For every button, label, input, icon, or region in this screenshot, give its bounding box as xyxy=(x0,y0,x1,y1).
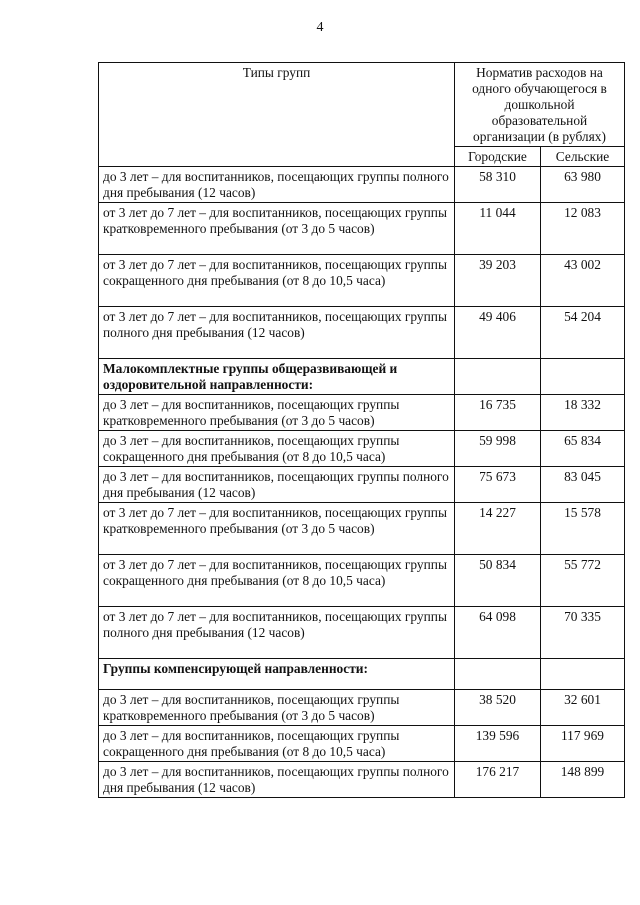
section-row xyxy=(99,359,625,395)
rural-value: 55 772 xyxy=(541,555,625,607)
rural-value: 65 834 xyxy=(541,431,625,467)
urban-value: 49 406 xyxy=(455,307,541,359)
types-header: Типы групп xyxy=(99,63,455,167)
table-row xyxy=(99,203,625,255)
rural-value: 83 045 xyxy=(541,467,625,503)
urban-value: 14 227 xyxy=(455,503,541,555)
group-type-label: до 3 лет – для воспитанников, посещающих группы сокращенного дня пребывания (от 8 до 10,5 часа) xyxy=(99,726,455,762)
group-type-label: от 3 лет до 7 лет – для воспитанников, посещающих группы кратковременного пребывания (от 3 до 5 часов) xyxy=(99,503,455,555)
group-type-label: от 3 лет до 7 лет – для воспитанников, посещающих группы полного дня пребывания (12 часов) xyxy=(99,307,455,359)
rural-value: 117 969 xyxy=(541,726,625,762)
norm-table xyxy=(98,62,625,798)
rural-value: 63 980 xyxy=(541,167,625,203)
rural-header: Сельские xyxy=(541,147,625,167)
table-row xyxy=(99,503,625,555)
group-type-label: до 3 лет – для воспитанников, посещающих группы полного дня пребывания (12 часов) xyxy=(99,167,455,203)
page-number: 4 xyxy=(316,20,324,35)
table-row xyxy=(99,726,625,762)
table-row xyxy=(99,395,625,431)
urban-value: 139 596 xyxy=(455,726,541,762)
urban-value: 64 098 xyxy=(455,607,541,659)
urban-header: Городские xyxy=(455,147,541,167)
rural-value: 148 899 xyxy=(541,762,625,798)
group-type-label: от 3 лет до 7 лет – для воспитанников, посещающих группы кратковременного пребывания (от 3 до 5 часов) xyxy=(99,203,455,255)
section-label: Малокомплектные группы общеразвивающей и оздоровительной направленности: xyxy=(99,359,455,395)
rural-value: 54 204 xyxy=(541,307,625,359)
urban-value: 39 203 xyxy=(455,255,541,307)
group-type-label: до 3 лет – для воспитанников, посещающих группы кратковременного пребывания (от 3 до 5 часов) xyxy=(99,395,455,431)
urban-value: 11 044 xyxy=(455,203,541,255)
group-type-label: от 3 лет до 7 лет – для воспитанников, посещающих группы сокращенного дня пребывания (от 8 до 10,5 часа) xyxy=(99,255,455,307)
urban-value: 16 735 xyxy=(455,395,541,431)
table-row xyxy=(99,167,625,203)
urban-value xyxy=(455,659,541,690)
urban-value: 59 998 xyxy=(455,431,541,467)
table-row xyxy=(99,431,625,467)
urban-value: 176 217 xyxy=(455,762,541,798)
urban-value xyxy=(455,359,541,395)
group-type-label: до 3 лет – для воспитанников, посещающих группы полного дня пребывания (12 часов) xyxy=(99,762,455,798)
table-row xyxy=(99,255,625,307)
rural-value xyxy=(541,659,625,690)
rural-value xyxy=(541,359,625,395)
group-type-label: от 3 лет до 7 лет – для воспитанников, посещающих группы полного дня пребывания (12 часов) xyxy=(99,607,455,659)
norm-header: Норматив расходов на одного обучающегося в дошкольной образовательной организации (в рублях) xyxy=(455,63,625,147)
table-row xyxy=(99,307,625,359)
table-row xyxy=(99,690,625,726)
rural-value: 70 335 xyxy=(541,607,625,659)
rural-value: 12 083 xyxy=(541,203,625,255)
section-row xyxy=(99,659,625,690)
urban-value: 38 520 xyxy=(455,690,541,726)
rural-value: 43 002 xyxy=(541,255,625,307)
table-row xyxy=(99,607,625,659)
table-row xyxy=(99,555,625,607)
table-body xyxy=(99,167,625,798)
group-type-label: от 3 лет до 7 лет – для воспитанников, посещающих группы сокращенного дня пребывания (от 8 до 10,5 часа) xyxy=(99,555,455,607)
urban-value: 50 834 xyxy=(455,555,541,607)
rural-value: 32 601 xyxy=(541,690,625,726)
urban-value: 75 673 xyxy=(455,467,541,503)
table-row xyxy=(99,467,625,503)
table-row xyxy=(99,762,625,798)
group-type-label: до 3 лет – для воспитанников, посещающих группы полного дня пребывания (12 часов) xyxy=(99,467,455,503)
urban-value: 58 310 xyxy=(455,167,541,203)
group-type-label: до 3 лет – для воспитанников, посещающих группы сокращенного дня пребывания (от 8 до 10,5 часа) xyxy=(99,431,455,467)
rural-value: 18 332 xyxy=(541,395,625,431)
rural-value: 15 578 xyxy=(541,503,625,555)
section-label: Группы компенсирующей направленности: xyxy=(99,659,455,690)
group-type-label: до 3 лет – для воспитанников, посещающих группы кратковременного пребывания (от 3 до 5 часов) xyxy=(99,690,455,726)
